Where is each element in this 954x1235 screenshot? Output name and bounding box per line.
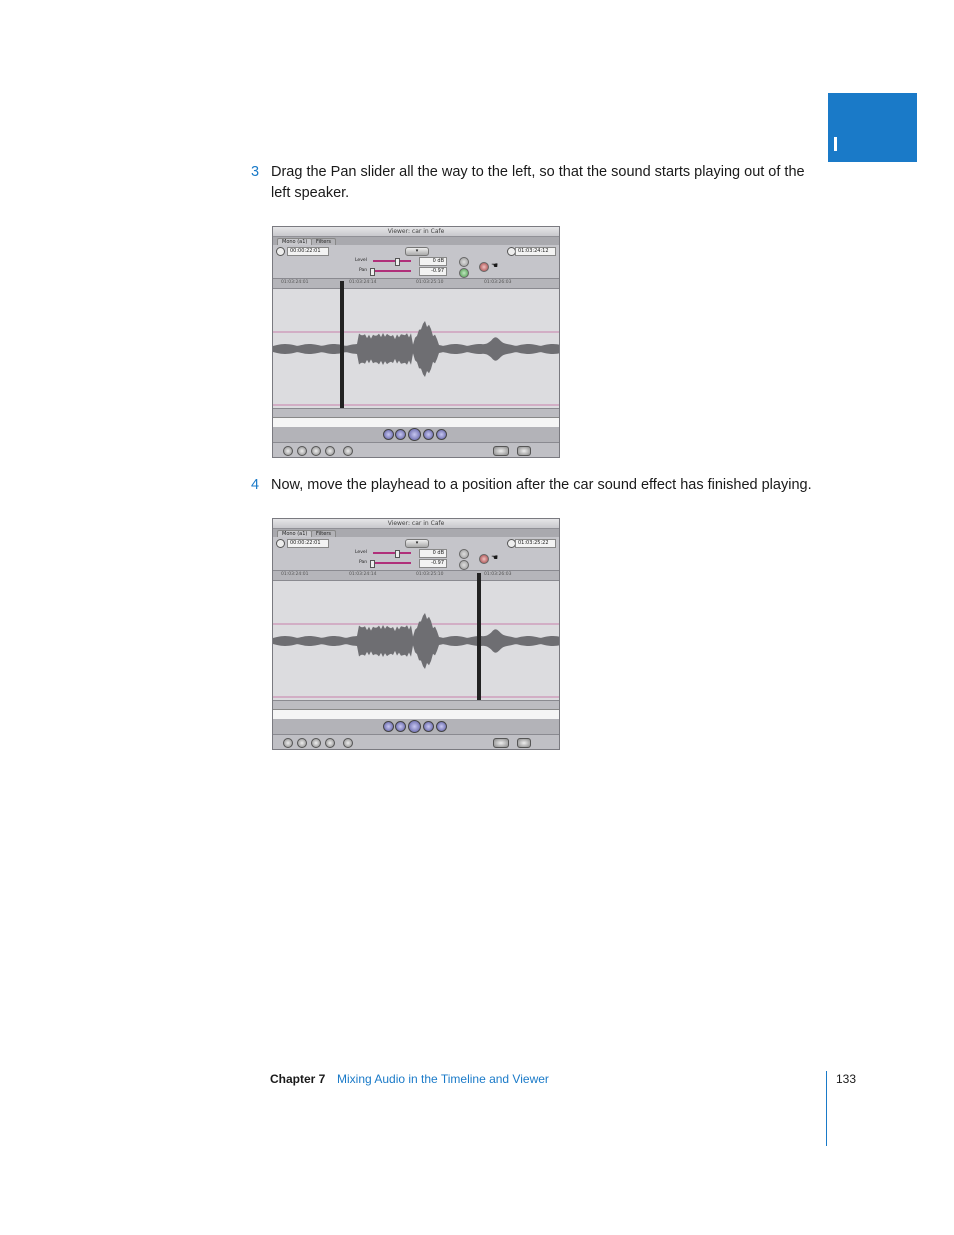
waveform-area[interactable]: [273, 581, 559, 700]
level-value[interactable]: 0 dB: [419, 549, 447, 558]
scroll-bar[interactable]: [273, 700, 559, 709]
level-label: Level: [355, 258, 367, 263]
pan-label: Pan: [359, 560, 368, 565]
chapter-tab: [828, 93, 917, 162]
ruler-tick: 01:03:24:14: [349, 572, 377, 577]
play-in-to-out-icon[interactable]: [395, 721, 406, 732]
duration-field[interactable]: 00:00:22:01: [287, 539, 329, 548]
pan-value[interactable]: -0.97: [419, 267, 447, 276]
pan-label: Pan: [359, 268, 368, 273]
recent-clips-dropdown[interactable]: ▾: [405, 247, 429, 256]
mark-in-icon[interactable]: [343, 446, 353, 456]
waveform-shape: [273, 613, 559, 669]
play-around-icon[interactable]: [423, 429, 434, 440]
zoom-slider[interactable]: [273, 417, 559, 427]
waveform: [273, 581, 559, 700]
ruler-tick: 01:03:26:03: [484, 280, 512, 285]
footer-rule: [826, 1071, 827, 1146]
play-in-to-out-icon[interactable]: [395, 429, 406, 440]
match-frame-icon[interactable]: [283, 446, 293, 456]
reset-button[interactable]: [479, 554, 489, 564]
window-title: Viewer: car in Cafe: [387, 520, 445, 527]
ruler-tick: 01:03:25:10: [416, 572, 444, 577]
match-frame-icon[interactable]: [283, 738, 293, 748]
footer-chapter: Chapter 7: [270, 1072, 326, 1086]
audio-icon[interactable]: [517, 446, 531, 456]
tab-mono[interactable]: Mono (a1): [277, 530, 312, 538]
play-icon[interactable]: [408, 720, 421, 733]
step-number: 3: [251, 164, 260, 180]
edit-buttons-bar: [273, 734, 559, 750]
transport-controls: [273, 427, 559, 442]
drag-hand-icon[interactable]: ☚: [491, 553, 499, 562]
level-slider[interactable]: [373, 260, 411, 262]
duration-field[interactable]: 00:00:22:01: [287, 247, 329, 256]
footer-chapter-title: Mixing Audio in the Timeline and Viewer: [337, 1072, 549, 1086]
tab-mono[interactable]: Mono (a1): [277, 238, 312, 246]
ruler-tick: 01:03:25:10: [416, 280, 444, 285]
zoom-slider[interactable]: [273, 709, 559, 719]
page-number: 133: [836, 1072, 857, 1086]
add-keyframe-icon[interactable]: [311, 446, 321, 456]
add-marker-icon[interactable]: [325, 446, 335, 456]
viewer-window-1: [272, 226, 560, 458]
add-keyframe-icon[interactable]: [311, 738, 321, 748]
pan-slider[interactable]: [373, 562, 411, 564]
add-marker-icon[interactable]: [325, 738, 335, 748]
edit-buttons-bar: [273, 442, 559, 458]
next-edit-icon[interactable]: [436, 429, 447, 440]
level-keyframe-button[interactable]: [459, 257, 469, 267]
title-bar: [273, 227, 559, 237]
reset-button[interactable]: [479, 262, 489, 272]
mark-in-icon[interactable]: [343, 738, 353, 748]
previous-edit-icon[interactable]: [383, 721, 394, 732]
playhead[interactable]: [340, 281, 344, 408]
pan-keyframe-button[interactable]: [459, 268, 469, 278]
previous-edit-icon[interactable]: [383, 429, 394, 440]
step-text: Drag the Pan slider all the way to the left, so that the sound starts playing out of the left speaker.: [271, 164, 805, 201]
pan-slider[interactable]: [373, 270, 411, 272]
mark-clip-icon[interactable]: [297, 446, 307, 456]
level-slider-thumb[interactable]: [395, 258, 400, 266]
ruler-tick: 01:03:24:01: [281, 572, 309, 577]
hand-icon[interactable]: [276, 247, 285, 256]
drag-hand-icon[interactable]: ☚: [491, 261, 499, 270]
ruler-tick: 01:03:24:01: [281, 280, 309, 285]
pan-value[interactable]: -0.97: [419, 559, 447, 568]
pan-slider-thumb[interactable]: [370, 268, 375, 276]
level-value[interactable]: 0 dB: [419, 257, 447, 266]
pan-keyframe-button[interactable]: [459, 560, 469, 570]
mark-clip-icon[interactable]: [297, 738, 307, 748]
window-title: Viewer: car in Cafe: [387, 228, 445, 235]
chapter-tab-mark: [834, 137, 837, 151]
step-text: Now, move the playhead to a position after the car sound effect has finished playing.: [271, 477, 812, 493]
level-keyframe-button[interactable]: [459, 549, 469, 559]
level-slider-thumb[interactable]: [395, 550, 400, 558]
pan-slider-thumb[interactable]: [370, 560, 375, 568]
tab-bar: [273, 529, 559, 537]
next-edit-icon[interactable]: [436, 721, 447, 732]
level-label: Level: [355, 550, 367, 555]
waveform: [273, 289, 559, 408]
viewer-window-2: [272, 518, 560, 750]
generator-icon[interactable]: [493, 738, 509, 748]
time-ruler: [273, 279, 559, 289]
time-ruler: [273, 571, 559, 581]
transport-controls: [273, 719, 559, 734]
scroll-bar[interactable]: [273, 408, 559, 417]
controls-panel: [273, 245, 559, 279]
generator-icon[interactable]: [493, 446, 509, 456]
play-icon[interactable]: [408, 428, 421, 441]
title-bar: [273, 519, 559, 529]
hand-icon[interactable]: [276, 539, 285, 548]
audio-icon[interactable]: [517, 738, 531, 748]
current-timecode-field[interactable]: 01:03:25:22: [515, 539, 556, 548]
waveform-shape: [273, 321, 559, 377]
recent-clips-dropdown[interactable]: ▾: [405, 539, 429, 548]
level-slider[interactable]: [373, 552, 411, 554]
ruler-tick: 01:03:24:14: [349, 280, 377, 285]
current-timecode-field[interactable]: 01:03:24:12: [515, 247, 556, 256]
waveform-area[interactable]: [273, 289, 559, 408]
controls-panel: [273, 537, 559, 571]
ruler-tick: 01:03:26:03: [484, 572, 512, 577]
tab-filters[interactable]: Filters: [311, 530, 336, 538]
play-around-icon[interactable]: [423, 721, 434, 732]
step-number: 4: [251, 477, 260, 493]
tab-bar: [273, 237, 559, 245]
tab-filters[interactable]: Filters: [311, 238, 336, 246]
playhead[interactable]: [477, 573, 481, 700]
